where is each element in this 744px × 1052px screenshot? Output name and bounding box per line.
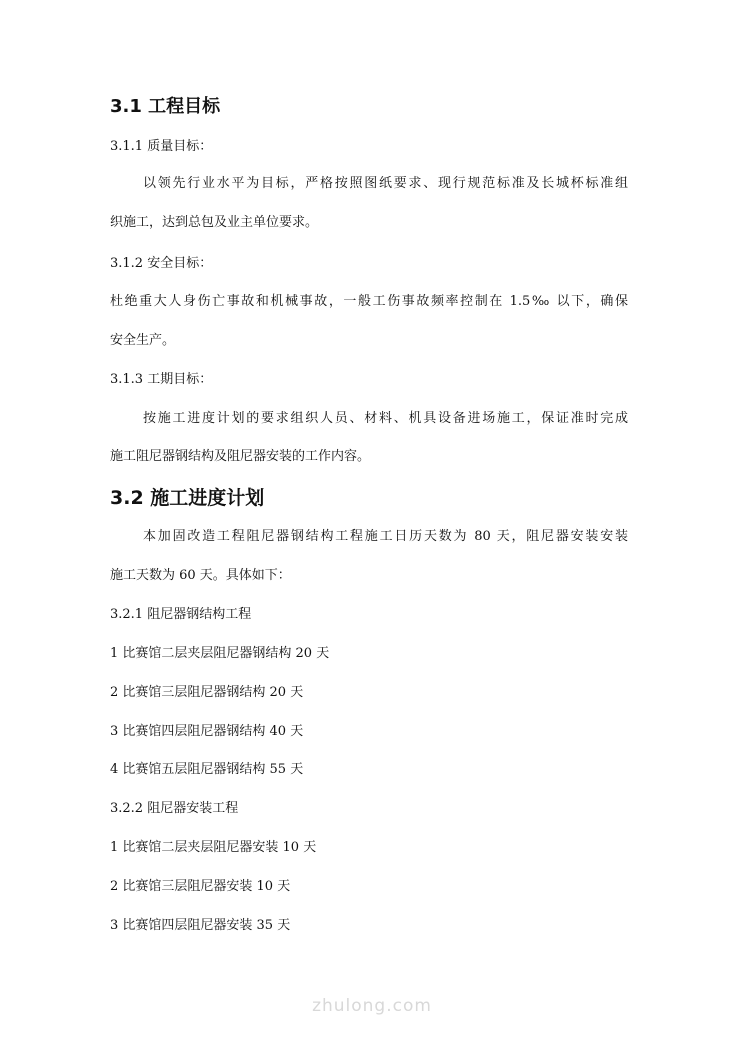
install-item: 3 比赛馆四层阻尼器安装 35 天 [110, 918, 291, 933]
quality-goal-text-line1: 以领先行业水平为目标，严格按照图纸要求、现行规范标准及长城杯标准组 [143, 176, 628, 191]
heading-3-1: 3.1 工程目标 [110, 96, 221, 117]
steel-structure-title: 3.2.1 阻尼器钢结构工程 [110, 607, 252, 622]
safety-goal-text-line2: 安全生产。 [110, 333, 176, 348]
damper-install-title: 3.2.2 阻尼器安装工程 [110, 801, 239, 816]
schedule-goal-title: 3.1.3 工期目标： [110, 372, 213, 387]
schedule-goal-text-line2: 施工阻尼器钢结构及阻尼器安装的工作内容。 [110, 449, 371, 464]
safety-goal-title: 3.1.2 安全目标： [110, 256, 213, 271]
install-item: 1 比赛馆二层夹层阻尼器安装 10 天 [110, 840, 317, 855]
steel-item: 2 比赛馆三层阻尼器钢结构 20 天 [110, 685, 304, 700]
steel-item: 3 比赛馆四层阻尼器钢结构 40 天 [110, 724, 304, 739]
schedule-intro-line1: 本加固改造工程阻尼器钢结构工程施工日历天数为 80 天，阻尼器安装安装 [143, 529, 628, 544]
safety-goal-text-line1: 杜绝重大人身伤亡事故和机械事故，一般工伤事故频率控制在 1.5‰ 以下，确保 [110, 294, 628, 309]
steel-item: 1 比赛馆二层夹层阻尼器钢结构 20 天 [110, 646, 330, 661]
heading-3-2: 3.2 施工进度计划 [110, 487, 265, 509]
schedule-goal-text-line1: 按施工进度计划的要求组织人员、材料、机具设备进场施工，保证准时完成 [143, 411, 628, 426]
quality-goal-text-line2: 织施工，达到总包及业主单位要求。 [110, 215, 319, 230]
quality-goal-title: 3.1.1 质量目标： [110, 139, 213, 154]
install-item: 2 比赛馆三层阻尼器安装 10 天 [110, 879, 291, 894]
steel-item: 4 比赛馆五层阻尼器钢结构 55 天 [110, 762, 304, 777]
watermark: zhulong.com [312, 996, 432, 1016]
schedule-intro-line2: 施工天数为 60 天。具体如下： [110, 568, 291, 583]
